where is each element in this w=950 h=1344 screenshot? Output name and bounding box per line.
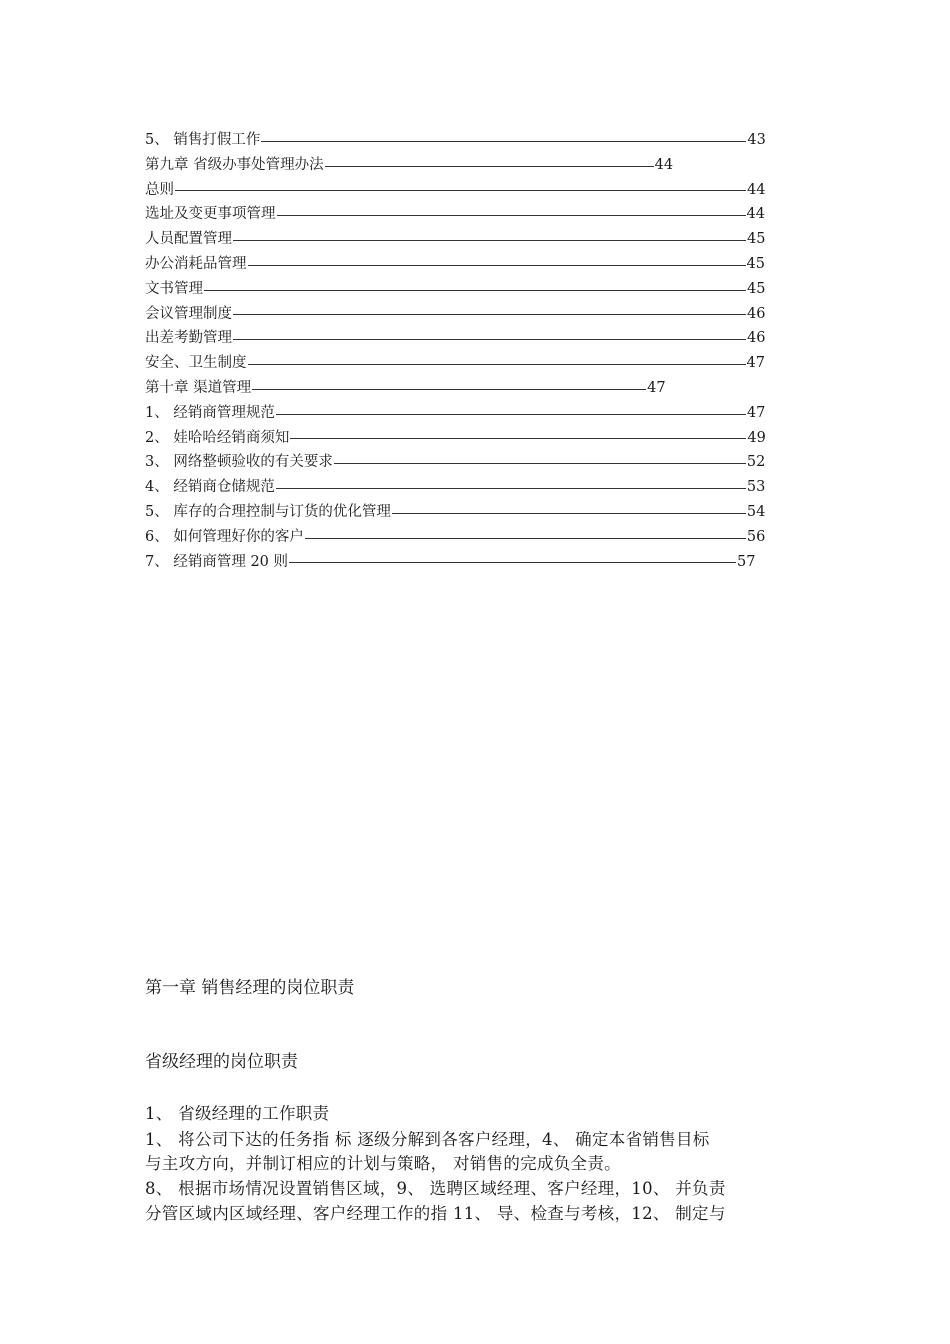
chapter-title: 第一章 销售经理的岗位职责 <box>145 978 355 998</box>
toc-entry-title: 出差考勤管理 <box>145 330 232 347</box>
toc-entry[interactable] <box>145 277 785 302</box>
toc-leader-line <box>248 265 746 266</box>
toc-leader-line <box>233 240 746 241</box>
body-line: 与主攻方向，并制订相应的计划与策略， 对销售的完成负全责。 <box>145 1154 621 1173</box>
toc-entry[interactable] <box>145 376 785 401</box>
toc-entry-title: 5、 销售打假工作 <box>145 132 261 148</box>
toc-leader-line <box>305 538 746 539</box>
toc-entry-page: 47 <box>647 379 666 396</box>
toc-entry-title: 文书管理 <box>145 280 203 297</box>
toc-entry-page: 43 <box>747 132 766 148</box>
toc-leader-line <box>175 190 746 191</box>
toc-entry-title: 1、 经销商管理规范 <box>145 404 275 421</box>
toc-leader-line <box>252 389 646 390</box>
toc-entry[interactable] <box>145 178 785 203</box>
toc-entry-page: 56 <box>746 528 766 545</box>
toc-leader-line <box>276 488 746 489</box>
toc-entry[interactable] <box>145 475 785 500</box>
toc-entry[interactable] <box>145 227 785 252</box>
toc-leader-line <box>392 513 746 514</box>
toc-entry-page: 54 <box>746 503 766 520</box>
toc-entry[interactable] <box>145 302 785 327</box>
toc-entry[interactable] <box>145 500 785 525</box>
toc-entry-title: 2、 娃哈哈经销商须知 <box>145 429 290 446</box>
toc-leader-line <box>261 141 746 142</box>
toc-entry[interactable] <box>145 351 785 376</box>
toc-entry-title: 3、 网络整顿验收的有关要求 <box>145 454 333 471</box>
toc-entry-title: 人员配置管理 <box>145 231 232 248</box>
toc-entry-page: 45 <box>747 231 766 248</box>
toc-entry[interactable] <box>145 450 785 475</box>
toc-entry-title: 4、 经销商仓储规范 <box>145 479 275 496</box>
toc-entry-page: 46 <box>747 305 766 322</box>
toc-entry-title: 总则 <box>145 181 174 198</box>
body-line: 8、 根据市场情况设置销售区域，9、 选聘区域经理、客户经理，10、 并负责 <box>145 1179 726 1198</box>
toc-leader-line <box>277 215 746 216</box>
toc-entry[interactable] <box>145 525 785 550</box>
toc-entry-title: 安全、卫生制度 <box>145 355 247 372</box>
toc-entry-title: 5、 库存的合理控制与订货的优化管理 <box>145 503 391 520</box>
body-line: 1、 将公司下达的任务指 标 逐级分解到各客户经理，4、 确定本省销售目标 <box>145 1130 710 1149</box>
toc-entry-page: 53 <box>746 479 766 496</box>
toc-entry[interactable] <box>145 426 785 451</box>
toc-entry-page: 44 <box>746 206 765 223</box>
body-line: 分管区域内区域经理、客户经理工作的指 11、 导、检查与考核，12、 制定与 <box>145 1204 726 1223</box>
toc-entry-page: 46 <box>747 330 766 347</box>
toc-entry[interactable] <box>145 128 785 153</box>
toc-entry-page: 47 <box>746 404 766 421</box>
toc-entry-page: 44 <box>747 181 766 198</box>
toc-leader-line <box>290 438 746 439</box>
table-of-contents <box>145 128 785 574</box>
toc-entry-page: 49 <box>747 429 766 446</box>
toc-entry-title: 会议管理制度 <box>145 305 232 322</box>
toc-leader-line <box>289 562 736 563</box>
toc-entry-page: 57 <box>737 553 756 570</box>
toc-leader-line <box>233 339 746 340</box>
toc-entry-title: 第九章 省级办事处管理办法 <box>145 156 324 173</box>
toc-entry-title: 7、 经销商管理 20 则 <box>145 553 289 570</box>
toc-leader-line <box>233 314 746 315</box>
toc-entry[interactable] <box>145 153 785 178</box>
toc-entry[interactable] <box>145 550 785 575</box>
section-title: 省级经理的岗位职责 <box>145 1052 298 1072</box>
toc-entry-page: 45 <box>747 280 766 297</box>
toc-entry-title: 办公消耗品管理 <box>145 255 247 272</box>
toc-leader-line <box>248 364 746 365</box>
toc-entry-page: 47 <box>746 355 765 372</box>
toc-leader-line <box>334 463 746 464</box>
toc-leader-line <box>325 166 654 167</box>
toc-entry-page: 45 <box>746 255 765 272</box>
toc-leader-line <box>276 414 746 415</box>
toc-leader-line <box>204 290 746 291</box>
toc-entry-title: 选址及变更事项管理 <box>145 206 276 223</box>
toc-entry-page: 52 <box>746 454 766 471</box>
toc-entry[interactable] <box>145 326 785 351</box>
toc-entry-title: 第十章 渠道管理 <box>145 379 252 396</box>
body-line: 1、 省级经理的工作职责 <box>145 1104 330 1123</box>
toc-entry[interactable] <box>145 202 785 227</box>
toc-entry[interactable] <box>145 252 785 277</box>
toc-entry-page: 44 <box>654 156 674 173</box>
toc-entry[interactable] <box>145 401 785 426</box>
toc-entry-title: 6、 如何管理好你的客户 <box>145 528 304 545</box>
